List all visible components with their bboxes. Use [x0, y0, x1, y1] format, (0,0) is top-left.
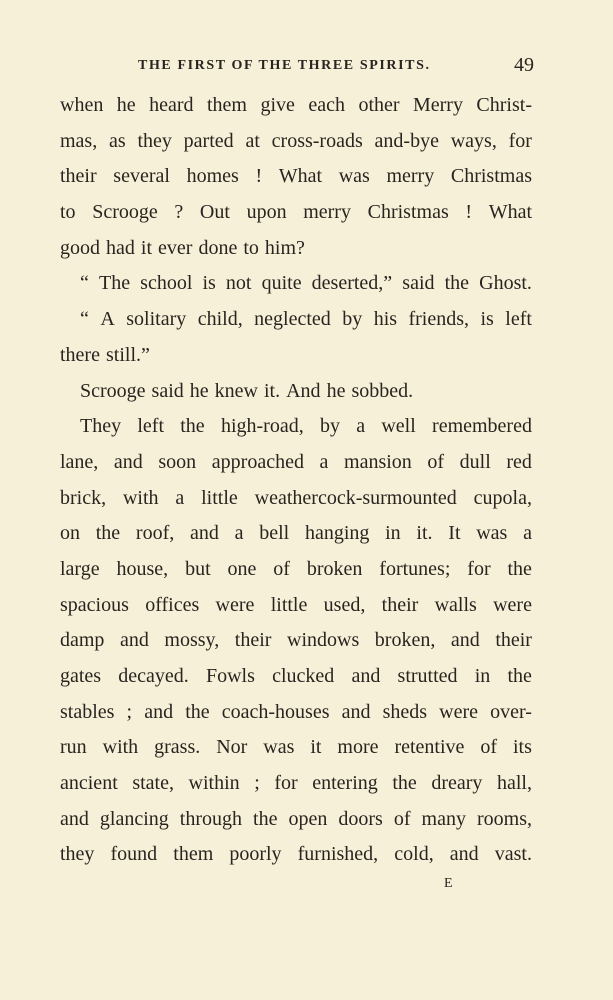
word: red [506, 450, 532, 473]
word: to [243, 236, 259, 259]
word: said [402, 272, 435, 295]
word: ancient [60, 772, 118, 795]
word: more [337, 736, 379, 759]
word: left [137, 415, 164, 438]
word: ever [158, 236, 193, 259]
word: and [189, 522, 219, 545]
word: house, [116, 557, 169, 580]
word: cross-roads [271, 129, 363, 152]
text-line [60, 552, 532, 588]
word: by [342, 308, 363, 331]
word: spacious [60, 593, 129, 616]
word: several [113, 165, 170, 188]
text-line [60, 623, 532, 659]
word: them [173, 843, 214, 866]
word: Ghost. [479, 272, 532, 295]
text-line [60, 374, 532, 410]
word: lane, [60, 450, 99, 473]
word: to [60, 201, 76, 224]
word: vast. [494, 843, 532, 866]
word: it. [416, 522, 433, 545]
word: ! [255, 165, 263, 188]
word: mas, [60, 129, 98, 152]
word: done [198, 236, 238, 259]
word: Christmas [450, 165, 532, 188]
word: he [189, 379, 209, 402]
word: gates [60, 665, 102, 687]
word: mossy, [164, 629, 220, 652]
word: ? [174, 201, 184, 224]
word: merry [303, 201, 351, 224]
word: well [381, 415, 416, 438]
word: rooms, [477, 807, 532, 830]
word: is [480, 308, 494, 331]
word: many [421, 807, 466, 830]
word: deserted,” [311, 272, 393, 295]
text-line [60, 409, 532, 445]
word: mansion [344, 450, 412, 473]
word: dreary [431, 772, 483, 795]
word: by [319, 415, 340, 438]
word: they [137, 129, 172, 152]
word: for [274, 772, 298, 795]
running-head [60, 54, 534, 78]
word: state, [132, 772, 174, 795]
word: parted [183, 129, 234, 152]
word: the [507, 557, 532, 580]
word: windows [287, 629, 360, 652]
word: as [109, 129, 126, 152]
word: Scrooge [92, 201, 158, 224]
word: retentive [394, 736, 465, 759]
running-title: THE FIRST OF THE THREE SPIRITS. [138, 58, 431, 73]
word: left [505, 308, 532, 331]
word: cold, [394, 843, 434, 866]
word: for [467, 557, 491, 580]
word: bell [259, 522, 290, 545]
text-line [60, 338, 532, 374]
word: and [60, 807, 89, 830]
word: Nor [216, 736, 248, 759]
word: he [116, 94, 136, 116]
word: their [60, 165, 97, 188]
word: entering [312, 772, 378, 795]
word: their [234, 629, 272, 652]
word: for [508, 129, 532, 152]
text-line [60, 588, 532, 624]
word: his [373, 308, 398, 331]
word: remembered [432, 415, 532, 438]
word: A [100, 308, 115, 331]
word: grass. [154, 736, 201, 759]
word: ; [126, 700, 133, 723]
word: cupola, [473, 486, 532, 509]
word: within [188, 772, 240, 795]
word: and [113, 450, 143, 473]
text-line [60, 302, 532, 338]
word: weathercock-surmounted [254, 486, 457, 509]
word: of [427, 450, 445, 473]
word: furnished, [297, 843, 379, 866]
word: fortunes; [379, 557, 451, 580]
word: Out [199, 201, 230, 224]
word: a [523, 522, 532, 545]
word: a [234, 522, 244, 545]
word: ways, [450, 129, 497, 152]
word: and-bye [374, 129, 439, 152]
word: dull [459, 450, 491, 473]
word: approached [211, 450, 304, 473]
word: with [122, 486, 159, 509]
word: was [338, 165, 370, 188]
word: soon [158, 450, 197, 473]
word: quite [261, 272, 302, 295]
word: the [185, 700, 210, 723]
word: glancing [99, 807, 169, 830]
word: Merry [412, 94, 463, 116]
word: Christmas [367, 201, 449, 224]
word: the [444, 272, 470, 295]
word: sobbed. [351, 379, 414, 402]
word: over- [490, 700, 532, 723]
text-line [60, 88, 532, 124]
word: the [253, 807, 278, 830]
word: and [351, 665, 381, 687]
word: had [106, 236, 135, 259]
word: of [480, 736, 498, 759]
text-line [60, 516, 532, 552]
word: through [179, 807, 243, 830]
word: was [263, 736, 295, 759]
word: the [392, 772, 417, 795]
word: they [60, 843, 95, 866]
word: not [225, 272, 252, 295]
text-line [60, 730, 532, 766]
word: And [286, 379, 321, 402]
word: were [439, 700, 479, 723]
word: high-road, [220, 415, 304, 438]
word: in [385, 522, 401, 545]
word: good [60, 236, 100, 259]
word: The [98, 272, 131, 295]
word: of [273, 557, 290, 580]
word: little [201, 486, 238, 509]
word: in [474, 665, 491, 687]
word: and [144, 700, 174, 723]
word: it [310, 736, 322, 759]
word: offices [145, 593, 200, 616]
word: roof, [135, 522, 175, 545]
word: it. [263, 379, 281, 402]
word: broken [306, 557, 363, 580]
word: “ [80, 308, 89, 331]
word: Christ- [476, 94, 532, 116]
word: knew [214, 379, 258, 402]
word: and [449, 843, 479, 866]
word: a [356, 415, 366, 438]
word: with [102, 736, 139, 759]
word: one [227, 557, 257, 580]
word: each [308, 94, 345, 116]
signature-mark: E [444, 876, 453, 891]
word: is [202, 272, 216, 295]
word: hanging [304, 522, 370, 545]
word: its [513, 736, 532, 759]
word: hall, [496, 772, 532, 795]
word: said [151, 379, 184, 402]
word: merry [386, 165, 435, 188]
word: solitary [126, 308, 187, 331]
word: other [358, 94, 400, 116]
word: ! [465, 201, 473, 224]
word: “ [80, 272, 89, 295]
word: doors [338, 807, 383, 830]
word: ; [254, 772, 260, 795]
text-line [60, 481, 532, 517]
word: were [215, 593, 255, 616]
word: him? [264, 236, 305, 259]
word: homes [186, 165, 239, 188]
word: their [381, 593, 419, 616]
text-line [60, 445, 532, 481]
word: damp [60, 629, 105, 652]
word: clucked [272, 665, 335, 687]
word: was [476, 522, 508, 545]
word: and [450, 629, 480, 652]
word: a [175, 486, 185, 509]
word: stables [60, 700, 115, 723]
word: found [110, 843, 158, 866]
word: give [260, 94, 295, 116]
text-line [60, 195, 532, 231]
word: Scrooge [80, 379, 146, 402]
word: decayed. [118, 665, 189, 687]
word: They [80, 415, 122, 438]
word: there [60, 343, 100, 366]
word: and [341, 700, 371, 723]
word: What [278, 165, 323, 188]
word: at [245, 129, 260, 152]
word: strutted [397, 665, 458, 687]
word: them [207, 94, 247, 116]
word: large [60, 557, 100, 580]
word: poorly [229, 843, 282, 866]
word: It [448, 522, 461, 545]
body-text [60, 88, 532, 873]
word: of [393, 807, 411, 830]
word: school [140, 272, 193, 295]
word: he [326, 379, 346, 402]
word: walls [434, 593, 477, 616]
word: brick, [60, 486, 107, 509]
text-line [60, 124, 532, 160]
text-line [60, 837, 532, 873]
word: child, [197, 308, 243, 331]
word: used, [323, 593, 366, 616]
word: open [288, 807, 328, 830]
word: still.” [105, 343, 150, 366]
text-line [60, 659, 532, 695]
word: upon [246, 201, 287, 224]
word: it [140, 236, 153, 259]
word: little [270, 593, 308, 616]
text-line [60, 231, 532, 267]
word: were [493, 593, 532, 616]
word: broken, [374, 629, 436, 652]
text-line [60, 695, 532, 731]
word: Fowls [205, 665, 255, 687]
word: the [180, 415, 205, 438]
text-line [60, 802, 532, 838]
word: on [60, 522, 80, 545]
text-line [60, 266, 532, 302]
word: the [95, 522, 121, 545]
word: and [119, 629, 149, 652]
text-line [60, 159, 532, 195]
word: when [60, 94, 104, 116]
word: neglected [254, 308, 331, 331]
word: coach-houses [221, 700, 330, 723]
word: a [319, 450, 329, 473]
word: friends, [408, 308, 470, 331]
word: their [495, 629, 532, 652]
word: the [507, 665, 532, 687]
text-line [60, 766, 532, 802]
page-number: 49 [514, 54, 534, 76]
word: run [60, 736, 87, 759]
word: What [488, 201, 532, 224]
word: heard [149, 94, 194, 116]
word: but [185, 557, 211, 580]
word: sheds [382, 700, 428, 723]
